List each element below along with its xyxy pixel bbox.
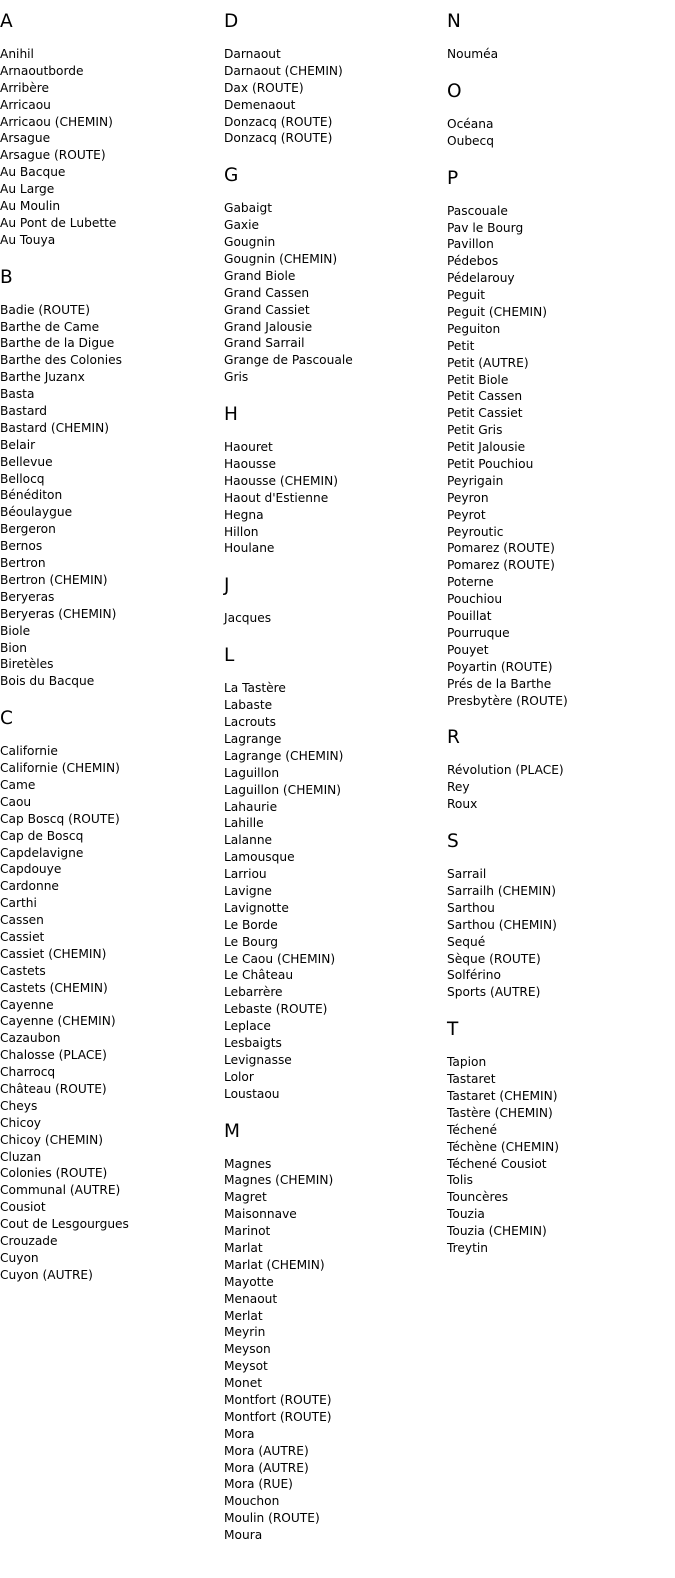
street-link[interactable]: Prés de la Barthe — [447, 676, 552, 691]
index-column — [447, 10, 667, 1274]
street-link[interactable]: Pav le Bourg — [447, 220, 524, 235]
street-link[interactable]: Badie (ROUTE) — [0, 302, 90, 317]
street-link[interactable]: Arricaou — [0, 97, 51, 112]
street-link[interactable]: Peguiton — [447, 321, 501, 336]
street-link[interactable]: Poterne — [447, 575, 494, 590]
street-link[interactable]: Téchène (CHEMIN) — [447, 1139, 560, 1154]
section-letter-heading: R — [447, 727, 460, 749]
street-link[interactable]: Château (ROUTE) — [0, 1081, 107, 1096]
street-link[interactable]: Le Bourg — [224, 934, 279, 949]
street-link[interactable]: Petit — [447, 338, 475, 353]
street-link[interactable]: Belair — [0, 437, 36, 452]
street-link[interactable]: Pomarez (ROUTE) — [447, 558, 555, 573]
street-link[interactable]: Presbytère (ROUTE) — [447, 693, 568, 708]
street-link[interactable]: Bernos — [0, 539, 43, 554]
street-link[interactable]: Biole — [0, 623, 31, 638]
street-link[interactable]: Pouchiou — [447, 592, 503, 607]
street-link[interactable]: Bénéditon — [0, 488, 63, 503]
street-link[interactable]: Mora (RUE) — [224, 1477, 293, 1492]
street-link[interactable]: Petit (AUTRE) — [447, 355, 529, 370]
street-link[interactable]: Labaste — [224, 698, 273, 713]
street-link[interactable]: Lalanne — [224, 833, 273, 848]
street-list — [447, 866, 667, 1001]
street-link[interactable]: Jacques — [224, 611, 272, 626]
street-link[interactable]: Lolor — [224, 1069, 254, 1084]
street-link[interactable]: Touzia — [447, 1207, 485, 1222]
street-link[interactable]: Gougnin (CHEMIN) — [224, 252, 338, 267]
street-link[interactable]: Peyron — [447, 490, 489, 505]
letter-section — [0, 707, 220, 1284]
street-link[interactable]: Darnaout (CHEMIN) — [224, 63, 343, 78]
street-link[interactable]: Tapion — [447, 1055, 487, 1070]
section-letter-heading: C — [0, 708, 13, 730]
letter-section — [447, 80, 667, 150]
street-link[interactable]: Meyson — [224, 1342, 271, 1357]
street-link[interactable]: La Tastère — [224, 681, 286, 696]
street-link[interactable]: Dax (ROUTE) — [224, 80, 304, 95]
letter-section — [447, 830, 667, 1001]
street-link[interactable]: Révolution (PLACE) — [447, 763, 564, 778]
street-link[interactable]: Peyroutic — [447, 524, 504, 539]
street-link[interactable]: Cluzan — [0, 1149, 42, 1164]
street-link[interactable]: Castets (CHEMIN) — [0, 980, 108, 995]
street-list — [224, 610, 444, 627]
street-link[interactable]: Sarrail — [447, 867, 487, 882]
street-link[interactable]: Bertron — [0, 556, 46, 571]
letter-section — [0, 266, 220, 690]
street-link[interactable]: Magret — [224, 1190, 267, 1205]
street-link[interactable]: Bellevue — [0, 454, 53, 469]
street-link[interactable]: Barthe de la Digue — [0, 336, 115, 351]
street-link[interactable]: Cardonne — [0, 879, 59, 894]
street-list — [224, 680, 444, 1102]
street-link[interactable]: Merlat — [224, 1308, 263, 1323]
street-link[interactable]: Petit Cassen — [447, 389, 523, 404]
street-link[interactable]: Pascouale — [447, 203, 508, 218]
letter-section — [224, 403, 444, 557]
street-link[interactable]: Haousse (CHEMIN) — [224, 473, 338, 488]
index-column — [0, 10, 220, 1301]
section-letter-heading: B — [0, 266, 13, 288]
letter-section — [0, 10, 220, 249]
section-letter-heading: A — [0, 11, 13, 32]
street-link[interactable]: Meysot — [224, 1359, 268, 1374]
street-link[interactable]: Levignasse — [224, 1052, 292, 1067]
street-link[interactable]: Hegna — [224, 507, 264, 522]
street-link[interactable]: Beryeras (CHEMIN) — [0, 606, 117, 621]
street-link[interactable]: Haouret — [224, 440, 273, 455]
street-link[interactable]: Donzacq (ROUTE) — [224, 114, 333, 129]
street-link[interactable]: Peguit — [447, 288, 486, 303]
street-link[interactable]: Pédebos — [447, 254, 499, 269]
street-link[interactable]: Magnes (CHEMIN) — [224, 1173, 334, 1188]
street-link[interactable]: Touzia (CHEMIN) — [447, 1224, 547, 1239]
street-link[interactable]: Au Large — [0, 182, 55, 197]
street-link[interactable]: Basta — [0, 387, 35, 402]
street-link[interactable]: Bois du Bacque — [0, 674, 95, 689]
street-link[interactable]: Houlane — [224, 541, 275, 556]
street-link[interactable]: Pouyet — [447, 642, 489, 657]
street-link[interactable]: Donzacq (ROUTE) — [224, 131, 333, 146]
letter-section — [224, 574, 444, 627]
street-link[interactable]: Caou — [0, 794, 32, 809]
street-link[interactable]: Le Caou (CHEMIN) — [224, 951, 336, 966]
street-link[interactable]: Grand Jalousie — [224, 319, 313, 334]
street-link[interactable]: Barthe de Came — [0, 319, 100, 334]
street-link[interactable]: Cayenne — [0, 997, 54, 1012]
street-link[interactable]: Chicoy (CHEMIN) — [0, 1132, 103, 1147]
street-link[interactable]: Capdelavigne — [0, 845, 84, 860]
street-list — [0, 302, 220, 690]
street-link[interactable]: Océana — [447, 116, 494, 131]
street-list — [447, 116, 667, 150]
street-link[interactable]: Chicoy — [0, 1115, 41, 1130]
street-link[interactable]: Sarthou (CHEMIN) — [447, 917, 557, 932]
street-link[interactable]: Bertron (CHEMIN) — [0, 572, 108, 587]
letter-section — [447, 726, 667, 813]
street-link[interactable]: Petit Jalousie — [447, 440, 526, 455]
street-link[interactable]: Poyartin (ROUTE) — [447, 659, 553, 674]
section-letter-heading: H — [224, 404, 238, 426]
street-link[interactable]: Pomarez (ROUTE) — [447, 541, 555, 556]
street-list — [0, 743, 220, 1284]
street-link[interactable]: Tolis — [447, 1173, 473, 1188]
street-link[interactable]: Marlat — [224, 1240, 263, 1255]
section-letter-heading: M — [224, 1120, 240, 1142]
letter-section — [224, 10, 444, 147]
street-link[interactable]: Bellocq — [0, 471, 45, 486]
street-link[interactable]: Petit Gris — [447, 423, 503, 438]
street-link[interactable]: Cassen — [0, 913, 44, 928]
street-list — [447, 203, 667, 710]
street-link[interactable]: Pédelarouy — [447, 271, 515, 286]
street-link[interactable]: Carthi — [0, 896, 37, 911]
street-link[interactable]: Béoulaygue — [0, 505, 73, 520]
street-link[interactable]: Beryeras — [0, 589, 55, 604]
street-link[interactable]: Téchené — [447, 1122, 498, 1137]
letter-section — [224, 644, 444, 1102]
street-link[interactable]: Arsague (ROUTE) — [0, 148, 106, 163]
street-link[interactable]: Came — [0, 777, 36, 792]
section-letter-heading: S — [447, 831, 459, 853]
street-link[interactable]: Oubecq — [447, 133, 494, 148]
section-letter-heading: P — [447, 167, 459, 189]
street-link[interactable]: Solférino — [447, 968, 501, 983]
section-letter-heading: L — [224, 645, 235, 667]
street-link[interactable]: Hillon — [224, 524, 259, 539]
street-link[interactable]: Barthe Juzanx — [0, 370, 85, 385]
street-link[interactable]: Le Château — [224, 968, 294, 983]
street-list — [224, 200, 444, 386]
street-link[interactable]: Larriou — [224, 867, 267, 882]
street-link[interactable]: Darnaout — [224, 47, 281, 61]
street-link[interactable]: Laguillon — [224, 765, 280, 780]
street-link[interactable]: Colonies (ROUTE) — [0, 1166, 108, 1181]
street-link[interactable]: Haousse — [224, 457, 277, 472]
street-link[interactable]: Crouzade — [0, 1234, 58, 1248]
street-link[interactable]: Meyrin — [224, 1325, 266, 1340]
street-link[interactable]: Arnaoutborde — [0, 63, 84, 78]
street-link[interactable]: Haout d'Estienne — [224, 490, 329, 505]
street-link[interactable]: Capdouye — [0, 862, 62, 877]
section-letter-heading: O — [447, 80, 462, 102]
street-link[interactable]: Téchené Cousiot — [447, 1156, 547, 1171]
street-link[interactable]: Grange de Pascouale — [224, 353, 353, 368]
street-link[interactable]: Chalosse (PLACE) — [0, 1048, 107, 1063]
street-link[interactable]: Au Bacque — [0, 165, 66, 180]
street-link[interactable]: Cap Boscq (ROUTE) — [0, 811, 120, 826]
street-link[interactable]: Grand Cassen — [224, 285, 310, 300]
street-link[interactable]: Pavillon — [447, 237, 494, 252]
street-link[interactable]: Barthe des Colonies — [0, 353, 122, 368]
street-link[interactable]: Charrocq — [0, 1065, 56, 1080]
street-link[interactable]: Gris — [224, 370, 249, 385]
letter-section — [447, 10, 667, 63]
section-letter-heading: T — [447, 1019, 459, 1041]
street-link[interactable]: Monet — [224, 1376, 262, 1391]
street-link[interactable]: Lavignotte — [224, 900, 289, 915]
street-link[interactable]: Petit Biole — [447, 372, 509, 387]
letter-section — [447, 167, 667, 710]
street-list — [447, 1054, 667, 1257]
street-link[interactable]: Mora (AUTRE) — [224, 1460, 309, 1475]
street-link[interactable]: Au Pont de Lubette — [0, 215, 117, 230]
street-link[interactable]: Sarrailh (CHEMIN) — [447, 883, 556, 898]
street-link[interactable]: Bastard (CHEMIN) — [0, 420, 109, 435]
street-link[interactable]: Arribère — [0, 80, 50, 95]
street-link[interactable]: Tastère (CHEMIN) — [447, 1105, 553, 1120]
street-list — [447, 762, 667, 813]
street-link[interactable]: Sarthou — [447, 900, 495, 915]
street-list — [224, 46, 444, 147]
section-letter-heading: N — [447, 11, 461, 32]
street-link[interactable]: Mora (AUTRE) — [224, 1443, 309, 1458]
street-link[interactable]: Tastaret — [447, 1072, 496, 1087]
street-link[interactable]: Treytin — [447, 1240, 488, 1255]
street-link[interactable]: Grand Cassiet — [224, 302, 310, 317]
street-link[interactable]: Lesbaigts — [224, 1035, 282, 1050]
street-link[interactable]: Nouméa — [447, 47, 499, 61]
street-link[interactable]: Le Borde — [224, 917, 278, 932]
street-link[interactable]: Marinot — [224, 1224, 271, 1239]
street-link[interactable]: Bastard — [0, 404, 47, 419]
street-link[interactable]: Marlat (CHEMIN) — [224, 1257, 325, 1272]
index-column — [224, 10, 444, 1561]
street-link[interactable]: Au Moulin — [0, 199, 61, 214]
letter-section — [224, 1120, 444, 1544]
street-link[interactable]: Peguit (CHEMIN) — [447, 305, 548, 320]
street-link[interactable]: Lavigne — [224, 883, 272, 898]
street-link[interactable]: Lamousque — [224, 850, 295, 865]
street-link[interactable]: Mouchon — [224, 1494, 280, 1509]
street-list — [224, 1156, 444, 1544]
letter-section — [224, 164, 444, 386]
street-link[interactable]: Lagrange (CHEMIN) — [224, 748, 344, 763]
street-link[interactable]: Demenaout — [224, 97, 296, 112]
street-link[interactable]: Gaxie — [224, 218, 260, 233]
street-link[interactable]: Sèque (ROUTE) — [447, 951, 541, 966]
section-letter-heading: J — [224, 575, 230, 597]
street-link[interactable]: Lagrange — [224, 731, 282, 746]
street-link[interactable]: Maisonnave — [224, 1207, 297, 1222]
street-link[interactable]: Cayenne (CHEMIN) — [0, 1014, 116, 1029]
street-link[interactable]: Cassiet — [0, 929, 45, 944]
letter-section — [447, 1018, 667, 1257]
street-link[interactable]: Cazaubon — [0, 1031, 61, 1046]
street-link[interactable]: Sports (AUTRE) — [447, 985, 541, 1000]
street-link[interactable]: Montfort (ROUTE) — [224, 1393, 332, 1407]
street-link[interactable]: Bion — [0, 640, 27, 655]
street-list — [447, 46, 667, 63]
street-list — [224, 439, 444, 557]
street-link[interactable]: Cheys — [0, 1098, 38, 1113]
street-link[interactable]: Rey — [447, 780, 470, 795]
street-link[interactable]: Leplace — [224, 1019, 271, 1034]
street-link[interactable]: Mayotte — [224, 1274, 274, 1289]
street-link[interactable]: Lacrouts — [224, 715, 277, 730]
street-link[interactable]: Tastaret (CHEMIN) — [447, 1088, 558, 1103]
street-link[interactable]: Sequé — [447, 934, 486, 949]
street-link[interactable]: Peyrigain — [447, 473, 504, 488]
street-link[interactable]: Biretèles — [0, 657, 54, 672]
street-link[interactable]: Gougnin — [224, 235, 276, 250]
street-link[interactable]: Laguillon (CHEMIN) — [224, 782, 342, 797]
street-link[interactable]: Moura — [224, 1528, 263, 1543]
street-link[interactable]: Castets — [0, 963, 46, 978]
street-link[interactable]: Pouillat — [447, 609, 492, 624]
section-letter-heading: D — [224, 11, 239, 32]
section-letter-heading: G — [224, 165, 239, 187]
street-link[interactable]: Roux — [447, 797, 478, 812]
street-link[interactable]: Lahille — [224, 816, 264, 831]
street-link[interactable]: Moulin (ROUTE) — [224, 1511, 320, 1526]
street-link[interactable]: Cuyon — [0, 1250, 39, 1265]
street-link[interactable]: Lebarrère — [224, 985, 283, 1000]
street-link[interactable]: Grand Sarrail — [224, 336, 305, 351]
street-link[interactable]: Cuyon (AUTRE) — [0, 1267, 93, 1282]
street-link[interactable]: Pourruque — [447, 625, 510, 640]
street-link[interactable]: Arricaou (CHEMIN) — [0, 114, 113, 129]
street-link[interactable]: Lahaurie — [224, 799, 278, 814]
street-link[interactable]: Grand Biole — [224, 268, 296, 283]
street-link[interactable]: Menaout — [224, 1291, 278, 1306]
street-link[interactable]: Cassiet (CHEMIN) — [0, 946, 107, 961]
street-link[interactable]: Loustaou — [224, 1086, 280, 1101]
street-link[interactable]: Cousiot — [0, 1200, 46, 1215]
street-link[interactable]: Cout de Lesgourgues — [0, 1217, 129, 1232]
street-link[interactable]: Californie — [0, 744, 58, 759]
street-link[interactable]: Montfort (ROUTE) — [224, 1409, 332, 1424]
street-link[interactable]: Gabaigt — [224, 201, 273, 216]
street-link[interactable]: Petit Cassiet — [447, 406, 523, 421]
street-link[interactable]: Communal (AUTRE) — [0, 1183, 121, 1198]
street-link[interactable]: Lebaste (ROUTE) — [224, 1002, 328, 1017]
street-list — [0, 46, 220, 249]
street-link[interactable]: Touncères — [447, 1190, 509, 1205]
street-link[interactable]: Anihil — [0, 47, 34, 61]
street-link[interactable]: Magnes — [224, 1156, 272, 1171]
street-link[interactable]: Au Touya — [0, 232, 56, 247]
street-link[interactable]: Cap de Boscq — [0, 828, 84, 843]
street-link[interactable]: Mora — [224, 1426, 255, 1441]
street-link[interactable]: Bergeron — [0, 522, 56, 537]
street-link[interactable]: Petit Pouchiou — [447, 457, 534, 472]
street-link[interactable]: Peyrot — [447, 507, 486, 522]
street-link[interactable]: Californie (CHEMIN) — [0, 761, 120, 776]
street-link[interactable]: Arsague — [0, 131, 51, 146]
